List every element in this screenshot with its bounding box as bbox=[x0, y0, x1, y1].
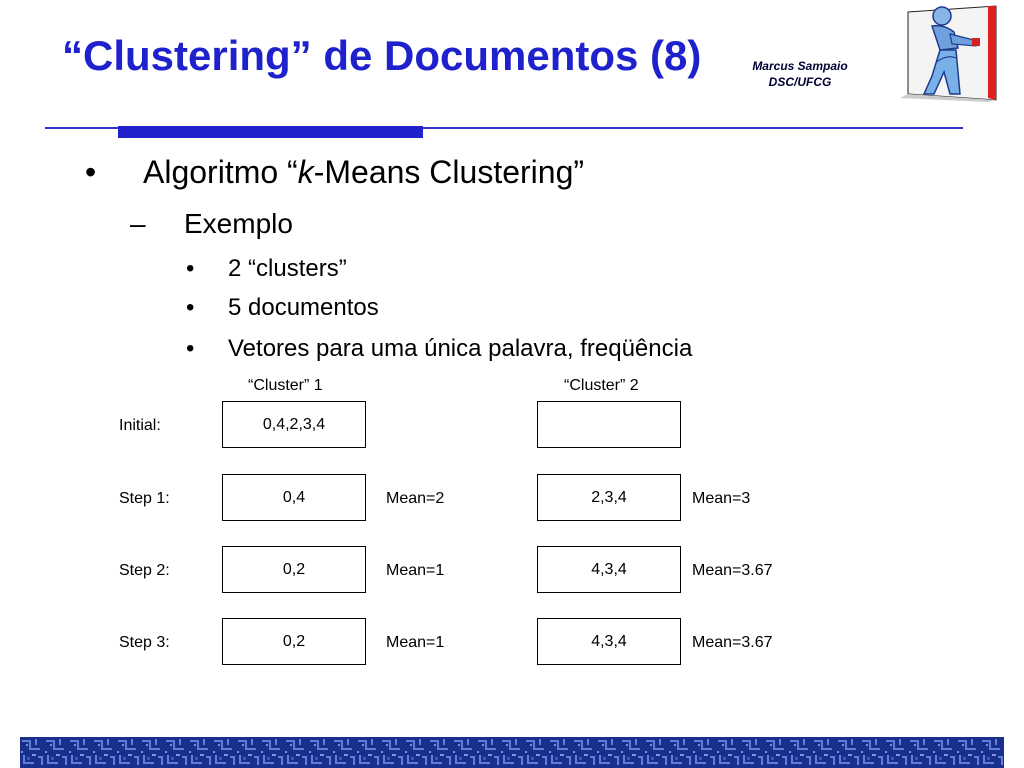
cluster1-mean: Mean=1 bbox=[386, 562, 445, 579]
author-name: Marcus Sampaio bbox=[752, 59, 848, 73]
bullet-suffix: -Means Clustering” bbox=[313, 154, 585, 190]
slide-title: “Clustering” de Documentos (8) bbox=[62, 32, 702, 79]
cluster2-box: 4,3,4 bbox=[537, 546, 681, 593]
author-block bbox=[736, 58, 864, 90]
dash-marker: – bbox=[130, 208, 146, 239]
bullet-italic-k: k bbox=[297, 154, 314, 190]
bullet-prefix: Algoritmo “ bbox=[143, 154, 298, 190]
bullet-item: 2 “clusters” bbox=[228, 255, 347, 282]
author-affiliation: DSC/UFCG bbox=[768, 75, 832, 89]
cluster1-box: 0,2 bbox=[222, 618, 366, 665]
row-label: Step 3: bbox=[119, 634, 170, 651]
cluster1-box: 0,4 bbox=[222, 474, 366, 521]
bullet-marker: • bbox=[85, 154, 97, 190]
bullet-item: Vetores para uma única palavra, freqüência bbox=[228, 335, 693, 362]
footer-pattern-band bbox=[20, 737, 1004, 768]
cluster2-mean: Mean=3.67 bbox=[692, 562, 773, 579]
bullet-marker: • bbox=[186, 335, 195, 362]
cluster2-mean: Mean=3 bbox=[692, 490, 751, 507]
presenter-clipart-icon bbox=[888, 2, 1000, 102]
title-accent-bar bbox=[118, 126, 423, 138]
cluster2-box: 4,3,4 bbox=[537, 618, 681, 665]
cluster1-mean: Mean=2 bbox=[386, 490, 445, 507]
subbullet-text: Exemplo bbox=[184, 208, 293, 239]
row-label: Initial: bbox=[119, 417, 161, 434]
cluster2-mean: Mean=3.67 bbox=[692, 634, 773, 651]
cluster2-header: “Cluster” 2 bbox=[564, 377, 639, 394]
bullet-item: 5 documentos bbox=[228, 294, 379, 321]
cluster1-header: “Cluster” 1 bbox=[248, 377, 323, 394]
row-label: Step 2: bbox=[119, 562, 170, 579]
cluster1-mean: Mean=1 bbox=[386, 634, 445, 651]
cluster1-box: 0,2 bbox=[222, 546, 366, 593]
cluster2-box bbox=[537, 401, 681, 448]
cluster2-box: 2,3,4 bbox=[537, 474, 681, 521]
bullet-text bbox=[143, 152, 584, 192]
row-label: Step 1: bbox=[119, 490, 170, 507]
bullet-marker: • bbox=[186, 255, 195, 282]
cluster1-box: 0,4,2,3,4 bbox=[222, 401, 366, 448]
bullet-marker: • bbox=[186, 294, 195, 321]
